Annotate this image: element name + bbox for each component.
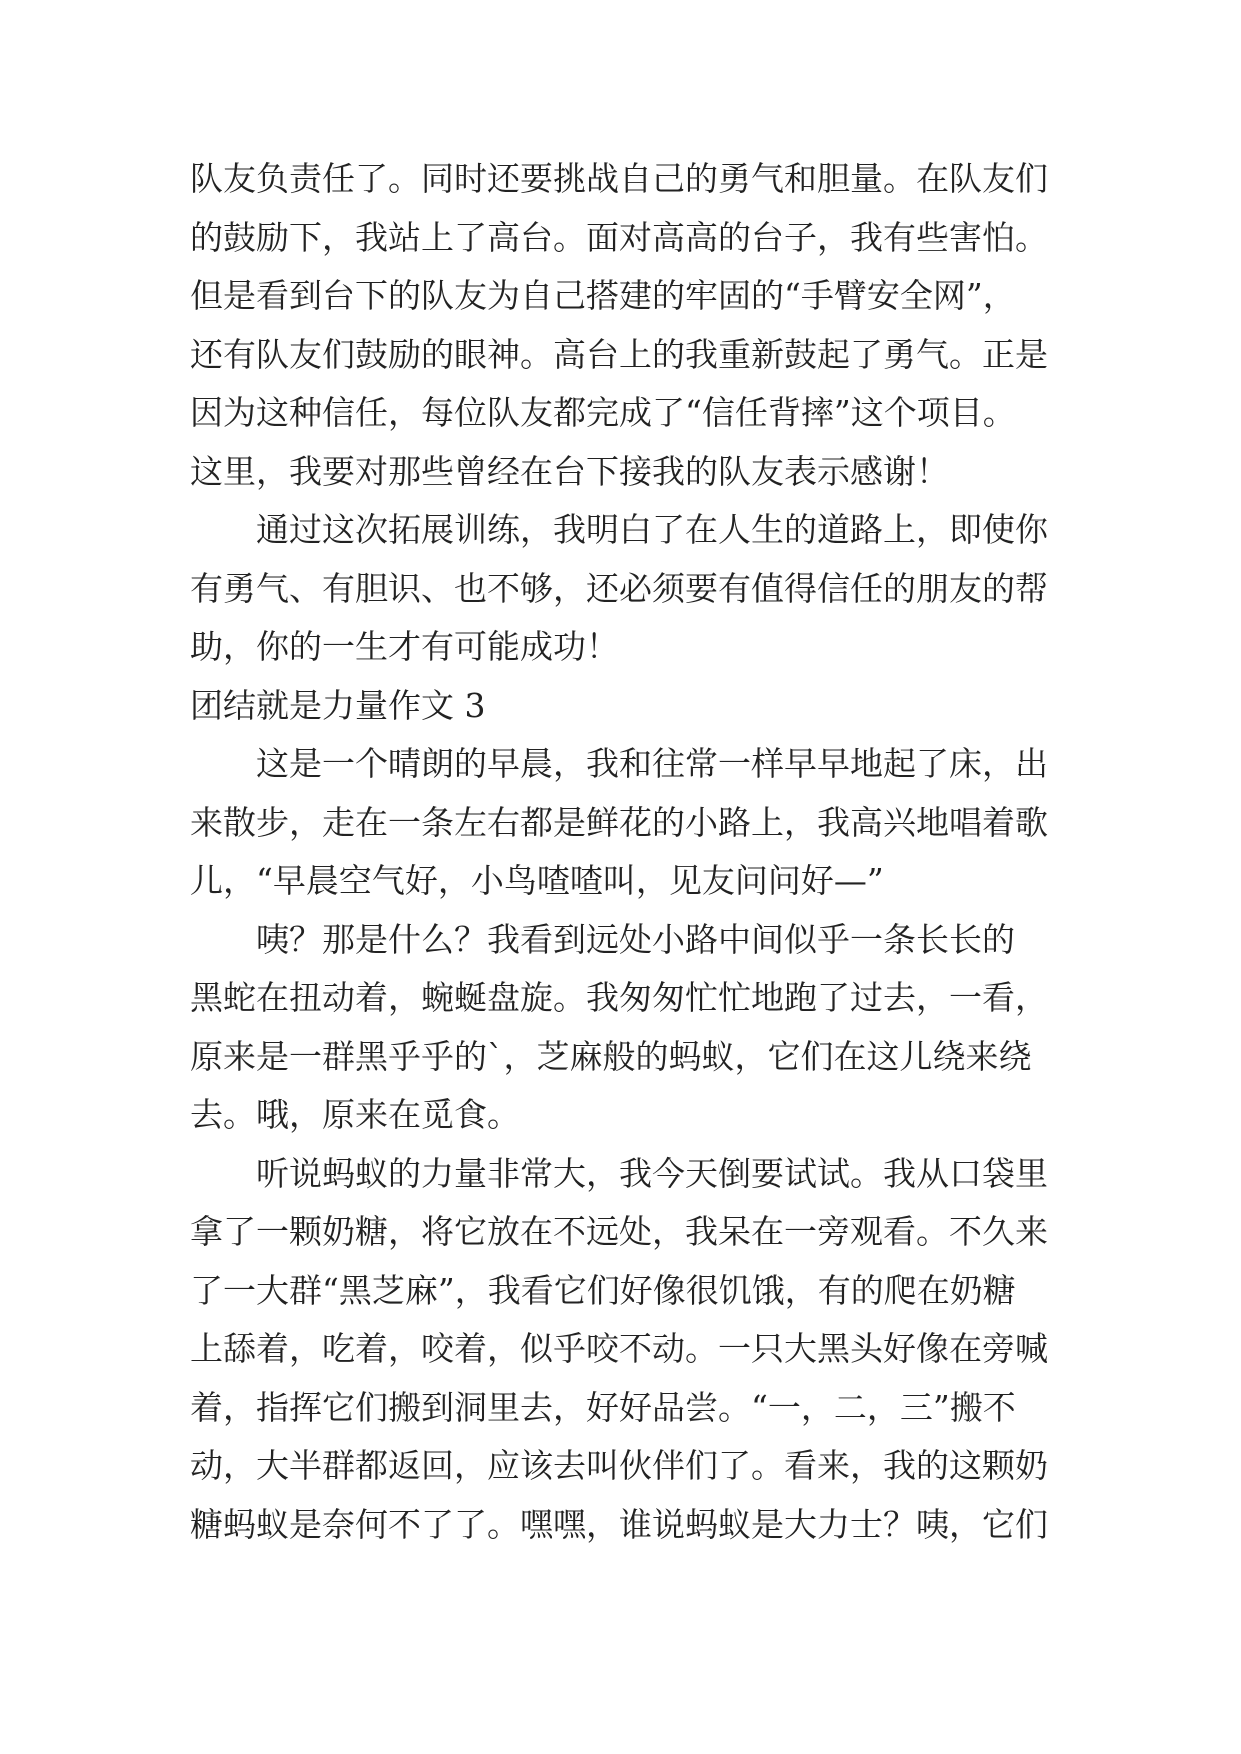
- paragraph-candy-test: [190, 1145, 1070, 1555]
- essay-heading: [190, 677, 1070, 736]
- text-line: 这里，我要对那些曾经在台下接我的队友表示感谢！: [190, 451, 949, 491]
- text-line: 有勇气、有胆识、也不够，还必须要有值得信任的朋友的帮: [190, 568, 1048, 608]
- text-line: 原来是一群黑乎乎的`，芝麻般的蚂蚁，它们在这儿绕来绕: [190, 1036, 1032, 1076]
- text-line: 上舔着，吃着，咬着，似乎咬不动。一只大黑头好像在旁喊: [190, 1329, 1048, 1368]
- text-line: 的鼓励下，我站上了高台。面对高高的台子，我有些害怕。: [190, 217, 1048, 257]
- text-line: 咦？那是什么？我看到远处小路中间似乎一条长长的: [256, 919, 1015, 959]
- text-line: 团结就是力量作文 3: [190, 685, 486, 725]
- document-body: [190, 150, 1070, 1554]
- text-line: 但是看到台下的队友为自己搭建的牢固的“手臂安全网”，: [190, 276, 1016, 315]
- text-line: 了一大群“黑芝麻”，我看它们好像很饥饿，有的爬在奶糖: [190, 1270, 1016, 1310]
- text-line: 糖蚂蚁是奈何不了了。嘿嘿，谁说蚂蚁是大力士？咦，它们: [190, 1504, 1048, 1544]
- text-line: 听说蚂蚁的力量非常大，我今天倒要试试。我从口袋里: [256, 1153, 1048, 1193]
- text-line: 儿，“早晨空气好，小鸟喳喳叫，见友问问好—”: [190, 861, 884, 900]
- paragraph-ants-found: [190, 911, 1070, 1145]
- text-line: 着，指挥它们搬到洞里去，好好品尝。“一，二，三”搬不: [190, 1387, 1016, 1427]
- paragraph-trust-backfall: [190, 150, 1070, 501]
- text-line: 拿了一颗奶糖，将它放在不远处，我呆在一旁观看。不久来: [190, 1212, 1048, 1251]
- paragraph-conclusion: [190, 501, 1070, 677]
- paragraph-morning: [190, 735, 1070, 911]
- text-line: 队友负责任了。同时还要挑战自己的勇气和胆量。在队友们: [190, 159, 1048, 198]
- text-line: 这是一个晴朗的早晨，我和往常一样早早地起了床，出: [256, 744, 1048, 783]
- text-line: 因为这种信任，每位队友都完成了“信任背摔”这个项目。: [190, 393, 1016, 432]
- text-line: 去。哦，原来在觅食。: [190, 1095, 520, 1134]
- text-line: 动，大半群都返回，应该去叫伙伴们了。看来，我的这颗奶: [190, 1446, 1048, 1485]
- text-line: 黑蛇在扭动着，蜿蜒盘旋。我匆匆忙忙地跑了过去，一看，: [190, 978, 1048, 1017]
- text-line: 助，你的一生才有可能成功！: [190, 627, 619, 666]
- text-line: 还有队友们鼓励的眼神。高台上的我重新鼓起了勇气。正是: [190, 334, 1048, 374]
- text-line: 来散步，走在一条左右都是鲜花的小路上，我高兴地唱着歌: [190, 802, 1048, 842]
- text-line: 通过这次拓展训练，我明白了在人生的道路上，即使你: [256, 510, 1048, 549]
